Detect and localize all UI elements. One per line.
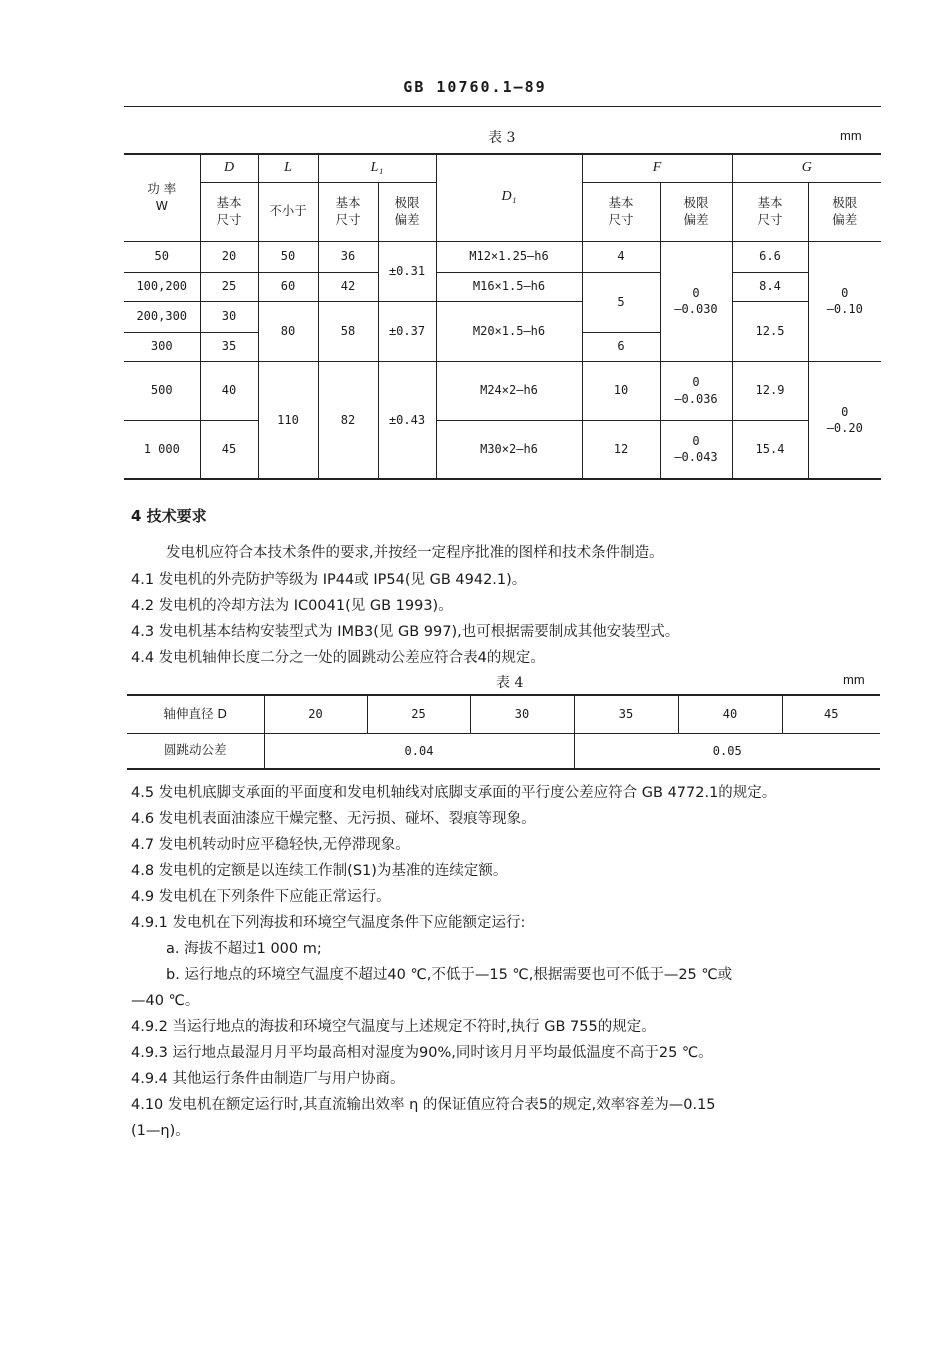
l-cell: 50 [258, 241, 318, 272]
f-cell: 5 [582, 272, 660, 332]
l1-tol-cell: ±0.31 [378, 241, 436, 301]
clause-4-4: 4.4 发电机轴伸长度二分之一处的圆跳动公差应符合表4的规定。 [131, 650, 545, 666]
table-row [124, 361, 881, 420]
section-4-intro: 发电机应符合本技术条件的要求,并按经一定程序批准的图样和技术条件制造。 [166, 545, 664, 561]
table-row [124, 420, 881, 479]
item-b: b. 运行地点的环境空气温度不超过40 ℃,不低于—15 ℃,根据需要也可不低于—25 ℃或 [166, 967, 733, 983]
f-cell: 4 [582, 241, 660, 272]
clause-4-10: 4.10 发电机在额定运行时,其直流输出效率 η 的保证值应符合表5的规定,效率容差为—0.15 [131, 1097, 716, 1113]
d1-cell: M24×2—h6 [436, 361, 582, 420]
d-cell: 40 [200, 361, 258, 420]
table-row [124, 241, 881, 272]
table-row [127, 733, 880, 769]
g-tol-cell: 0 —0.20 [808, 361, 881, 479]
d-basic-header: 基本 尺寸 [200, 182, 258, 241]
diameter-cell: 30 [470, 695, 574, 733]
f-tol-cell: 0 —0.043 [660, 420, 732, 479]
g-basic-header: 基本 尺寸 [732, 182, 808, 241]
diameter-cell: 45 [782, 695, 880, 733]
table-row [124, 301, 881, 332]
runout-tolerance-label: 圆跳动公差 [127, 733, 264, 769]
table-row [127, 695, 880, 733]
power-header: 功 率 W [124, 154, 200, 241]
diameter-cell: 20 [264, 695, 367, 733]
g-cell: 15.4 [732, 420, 808, 479]
diameter-cell: 25 [367, 695, 470, 733]
table3-unit: mm [840, 128, 862, 143]
clause-4-5: 4.5 发电机底脚支承面的平面度和发电机轴线对底脚支承面的平行度公差应符合 GB 4772.1的规定。 [131, 785, 777, 801]
l1-cell: 58 [318, 301, 378, 361]
d-cell: 45 [200, 420, 258, 479]
l1-basic-header: 基本 尺寸 [318, 182, 378, 241]
power-cell: 50 [124, 241, 200, 272]
l1-tol-cell: ±0.43 [378, 361, 436, 479]
clause-4-7: 4.7 发电机转动时应平稳轻快,无停滞现象。 [131, 837, 410, 853]
table-3 [124, 153, 881, 480]
d1-cell: M12×1.25—h6 [436, 241, 582, 272]
l1-cell: 82 [318, 361, 378, 479]
d1-cell: M16×1.5—h6 [436, 272, 582, 301]
g-tol-cell: 0 —0.10 [808, 241, 881, 361]
table4-caption: 表 4 [496, 675, 524, 691]
l-cell: 60 [258, 272, 318, 301]
clause-4-9: 4.9 发电机在下列条件下应能正常运行。 [131, 889, 391, 905]
clause-4-6: 4.6 发电机表面油漆应干燥完整、无污损、碰坏、裂痕等现象。 [131, 811, 536, 827]
l1-limit-header: 极限 偏差 [378, 182, 436, 241]
g-limit-header: 极限 偏差 [808, 182, 881, 241]
d-header: D [200, 154, 258, 182]
l-header: L [258, 154, 318, 182]
clause-4-9-3: 4.9.3 运行地点最湿月月平均最高相对湿度为90%,同时该月月平均最低温度不高于25 ℃。 [131, 1045, 713, 1061]
f-cell: 10 [582, 361, 660, 420]
d-cell: 25 [200, 272, 258, 301]
g-cell: 8.4 [732, 272, 808, 301]
clause-4-9-2: 4.9.2 当运行地点的海拔和环境空气温度与上述规定不符时,执行 GB 755的规定。 [131, 1019, 656, 1035]
d-cell: 35 [200, 332, 258, 361]
power-cell: 200,300 [124, 301, 200, 332]
f-tol-cell: 0 —0.036 [660, 361, 732, 420]
d1-header: D₁ [436, 154, 582, 241]
f-tol-cell: 0 —0.030 [660, 241, 732, 361]
diameter-cell: 40 [678, 695, 782, 733]
clause-4-9-4: 4.9.4 其他运行条件由制造厂与用户协商。 [131, 1071, 405, 1087]
table3-caption: 表 3 [488, 130, 516, 146]
power-cell: 300 [124, 332, 200, 361]
diameter-cell: 35 [574, 695, 678, 733]
g-header: G [732, 154, 881, 182]
clause-4-9-1: 4.9.1 发电机在下列海拔和环境空气温度条件下应能额定运行: [131, 915, 526, 931]
l-cell: 80 [258, 301, 318, 361]
f-limit-header: 极限 偏差 [660, 182, 732, 241]
clause-4-10-cont: (1—η)。 [131, 1123, 190, 1139]
item-a: a. 海拔不超过1 000 m; [166, 941, 322, 957]
f-header: F [582, 154, 732, 182]
f-cell: 12 [582, 420, 660, 479]
d-cell: 30 [200, 301, 258, 332]
clause-4-2: 4.2 发电机的冷却方法为 IC0041(见 GB 1993)。 [131, 598, 453, 614]
l1-header: L₁ [318, 154, 436, 182]
clause-4-3: 4.3 发电机基本结构安装型式为 IMB3(见 GB 997),也可根据需要制成其他安装型式。 [131, 624, 680, 640]
table-4 [127, 694, 880, 770]
l1-tol-cell: ±0.37 [378, 301, 436, 361]
shaft-diameter-label: 轴伸直径 D [127, 695, 264, 733]
page-header: GB 10760.1—89 [403, 78, 547, 96]
g-cell: 12.9 [732, 361, 808, 420]
l-notless-header: 不小于 [258, 182, 318, 241]
l-cell: 110 [258, 361, 318, 479]
power-cell: 1 000 [124, 420, 200, 479]
runout-tolerance-cell: 0.04 [264, 733, 574, 769]
f-cell: 6 [582, 332, 660, 361]
d1-cell: M30×2—h6 [436, 420, 582, 479]
item-b-cont: —40 ℃。 [131, 993, 200, 1009]
d1-cell: M20×1.5—h6 [436, 301, 582, 361]
g-cell: 6.6 [732, 241, 808, 272]
power-cell: 100,200 [124, 272, 200, 301]
l1-cell: 36 [318, 241, 378, 272]
f-basic-header: 基本 尺寸 [582, 182, 660, 241]
g-cell: 12.5 [732, 301, 808, 361]
clause-4-1: 4.1 发电机的外壳防护等级为 IP44或 IP54(见 GB 4942.1)。 [131, 572, 527, 588]
runout-tolerance-cell: 0.05 [574, 733, 880, 769]
table4-unit: mm [843, 672, 865, 687]
header-rule [124, 106, 881, 107]
l1-cell: 42 [318, 272, 378, 301]
power-cell: 500 [124, 361, 200, 420]
clause-4-8: 4.8 发电机的定额是以连续工作制(S1)为基准的连续定额。 [131, 863, 508, 879]
table-row [124, 272, 881, 301]
d-cell: 20 [200, 241, 258, 272]
section-4-title: 4 技术要求 [131, 507, 207, 525]
